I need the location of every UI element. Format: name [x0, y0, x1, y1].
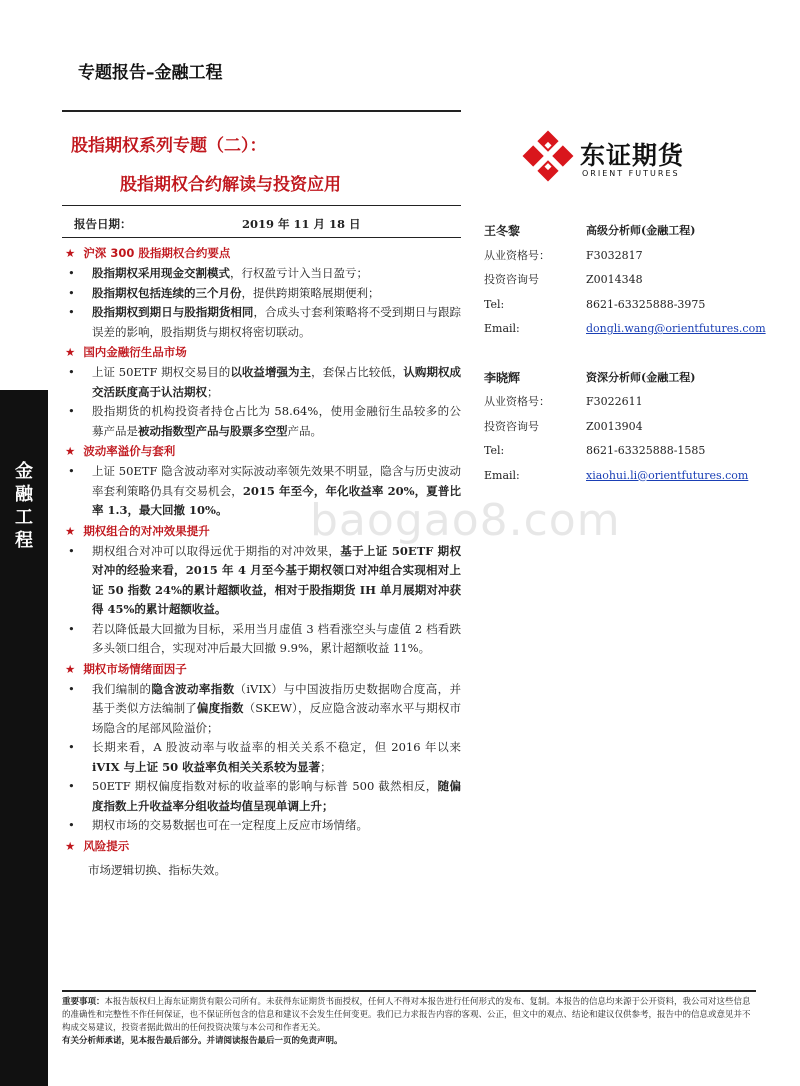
disclaimer-body: 本报告版权归上海东证期货有限公司所有。未获得东证期货书面授权，任何人不得对本报告进行任何形式的发布、复制。本报告的信息均来源于公开资料，我公司对这些信息的准确性和完整性不作任何保证，也不保证所包含的信息和建议不会发生任何变更。我们已力求报告内容的客观、公正，但文中的观点、结论和建议仅供参考，报告中的信息或意见并不构成交易建议，投资者据此做出的任何投资决策与本公司和作者无关。 [62, 997, 751, 1033]
section-title: ★ 期权组合的对冲效果提升 [65, 523, 210, 538]
author-tel-row [484, 293, 744, 318]
author-title: 资深分析师(金融工程) [586, 370, 696, 384]
section-title: ★ 期权市场情绪面因子 [65, 661, 187, 676]
star-icon: ★ [65, 345, 76, 359]
consult-value: Z0013904 [586, 419, 643, 433]
highlight: 认购期权成交活跃度高于认沽期权 [92, 365, 462, 399]
consult-label: 投资咨询号 [484, 273, 539, 286]
list-item: • 期权组合对冲可以取得远优于期指的对冲效果，基于上证 50ETF 期权对冲的经验来看，2015 年 4 月至今基于期权领口对冲组合实现相对上证 50 指数 24%的累计超额收益，相对于股指期货 IH 单月展期对冲获得 45%的累计超额收益。 [68, 543, 461, 616]
list-item: • 我们编制的隐含波动率指数（iVIX）与中国波指历史数据吻合度高，并基于类似方法编制了偏度指数（SKEW），反应隐含波动率水平与期权市场隐含的尾部风险溢价； [68, 681, 462, 735]
disclaimer-text [62, 996, 756, 1035]
email-label: Email: [484, 322, 520, 335]
tel-value: 8621-63325888-1585 [586, 444, 706, 457]
author-panel [484, 219, 766, 488]
author-qual-row [484, 244, 744, 269]
logo-mark-icon [520, 128, 576, 184]
report-date-row [62, 214, 461, 238]
highlight: 股指期权采用现金交割模式 [92, 266, 230, 280]
bullet-icon: • [68, 543, 75, 558]
highlight: 基于上证 50ETF 期权对冲的经验来看，2015 年 4 月至今基于期权领口对冲组合实现相对上证 50 指数 24%的累计超额收益，相对于股指期货 IH 单月展期对冲获得 45%的累计超额收益。 [92, 543, 461, 616]
list-item: • 上证 50ETF 期权交易目的以收益增强为主，套保占比较低，认购期权成交活跃度高于认沽期权； [68, 365, 462, 399]
bullet-icon: • [68, 305, 75, 319]
author-email-row [484, 464, 749, 489]
star-icon: ★ [65, 661, 76, 676]
risk-text: 市场逻辑切换、指标失效。 [88, 862, 226, 877]
consult-label: 投资咨询号 [484, 419, 539, 433]
list-item: • 期权市场的交易数据也可在一定程度上反应市场情绪。 [62, 816, 461, 836]
author-consult-row [484, 415, 744, 440]
bullet-icon: • [68, 779, 75, 793]
bullet-icon: • [68, 365, 75, 379]
qual-value: F3032817 [586, 248, 643, 262]
company-logo [520, 128, 720, 188]
tel-label: Tel: [484, 297, 505, 311]
disclaimer [62, 996, 756, 1048]
bullet-icon: • [68, 285, 75, 300]
list-item: • 上证 50ETF 隐含波动率对实际波动率领先效果不明显，隐含与历史波动率套利策略仍具有交易机会，2015 年至今，年化收益率 20%，夏普比率 1.3，最大回撤 10%。 [68, 464, 461, 517]
list-item: • 股指期权包括连续的三个月份，提供跨期策略展期便利； [62, 284, 461, 304]
bullet-icon: • [68, 621, 75, 636]
star-icon: ★ [65, 246, 76, 260]
tel-value: 8621-63325888-3975 [586, 297, 706, 311]
list-item: • 若以降低最大回撤为目标，采用当月虚值 3 档看涨空头与虚值 2 档看跌多头领口组合，实现对冲后最大回撤 9.9%，累计超额收益 11%。 [68, 621, 461, 655]
highlight: 股指期权到期日与股指期货相同 [92, 305, 254, 319]
logo-text-en: ORIENT FUTURES [582, 169, 680, 178]
qual-value: F3022611 [586, 395, 643, 408]
date-rule [62, 237, 461, 238]
bullet-icon: • [68, 404, 75, 418]
author-name: 李晓辉 [484, 370, 521, 385]
author-title: 高级分析师(金融工程) [586, 224, 696, 237]
section-title: ★ 风险提示 [65, 838, 130, 853]
tel-label: Tel: [484, 444, 505, 457]
highlight: 以收益增强为主 [230, 365, 312, 379]
email-link[interactable]: dongli.wang@orientfutures.com [586, 322, 766, 335]
email-link[interactable]: xiaohui.li@orientfutures.com [586, 468, 749, 482]
star-icon: ★ [65, 838, 76, 853]
star-icon: ★ [65, 523, 76, 538]
highlight: 股指期权包括连续的三个月份 [92, 285, 242, 300]
logo-text-cn: 东证期货 [580, 141, 685, 170]
highlight: 2015 年至今，年化收益率 20%，夏普比率 1.3，最大回撤 10%。 [92, 483, 461, 517]
footer-rule [62, 990, 756, 992]
bullet-icon: • [68, 818, 75, 832]
qual-label: 从业资格号： [484, 248, 550, 262]
author-consult-row [484, 268, 744, 293]
author-email-row [484, 317, 766, 342]
section-title: ★ 波动率溢价与套利 [65, 444, 176, 458]
author-name-row [484, 219, 744, 244]
list-item: • 长期来看，A 股波动率与收益率的相关关系不稳定，但 2016 年以来 iVIX 与上证 50 收益率负相关关系较为显著； [68, 740, 461, 774]
author-tel-row [484, 439, 744, 464]
report-title-line1: 股指期权系列专题（二）： [71, 136, 267, 156]
consult-value: Z0014348 [586, 273, 643, 286]
author-qual-row [484, 390, 744, 415]
report-date-value: 2019 年 11 月 18 日 [242, 217, 361, 231]
author-name: 王冬黎 [484, 224, 521, 238]
highlight: 随偏度指数上升收益率分组收益均值呈现单调上升； [92, 779, 462, 813]
author-name-row [484, 366, 744, 391]
list-item: • 股指期权采用现金交割模式，行权盈亏计入当日盈亏； [62, 264, 461, 284]
qual-label: 从业资格号： [484, 395, 550, 408]
section-title: ★ 国内金融衍生品市场 [65, 345, 187, 359]
report-title-line2: 股指期权合约解读与投资应用 [120, 175, 341, 195]
highlight: 偏度指数 [196, 701, 244, 715]
disclaimer-label: 重要事项： [62, 997, 105, 1007]
bullet-icon: • [68, 740, 75, 754]
report-category: 专题报告–金融工程 [78, 63, 223, 83]
bullet-icon: • [68, 464, 75, 478]
bullet-icon: • [68, 681, 75, 696]
highlight: iVIX 与上证 50 收益率负相关关系较为显著 [92, 759, 321, 774]
watermark: baogao8.com [310, 495, 621, 546]
list-item: • 股指期权到期日与股指期货相同，合成头寸套利策略将不受到期日与跟踪误差的影响，股指期货与期权将密切联动。 [68, 305, 461, 339]
sidebar-label: 金融工程 [15, 461, 33, 551]
bullet-icon: • [68, 266, 75, 280]
highlight: 隐含波动率指数 [151, 681, 235, 696]
summary-content [62, 243, 461, 880]
highlight: 被动指数型产品与股票多空型 [138, 423, 288, 438]
title-rule [62, 205, 461, 206]
header-rule [62, 110, 461, 112]
list-item: • 股指期货的机构投资者持仓占比为 58.64%，使用金融衍生品较多的公募产品是被动指数型产品与股票多空型产品。 [68, 404, 461, 438]
email-label: Email: [484, 468, 520, 482]
section-title: ★ 沪深 300 股指期权合约要点 [65, 246, 231, 260]
star-icon: ★ [65, 444, 76, 458]
list-item: • 50ETF 期权偏度指数对标的收益率的影响与标普 500 截然相反，随偏度指数上升收益率分组收益均值呈现单调上升； [68, 779, 462, 813]
report-date-label: 报告日期： [74, 217, 132, 231]
disclaimer-line2: 有关分析师承诺，见本报告最后部分。并请阅读报告最后一页的免责声明。 [62, 1036, 343, 1046]
